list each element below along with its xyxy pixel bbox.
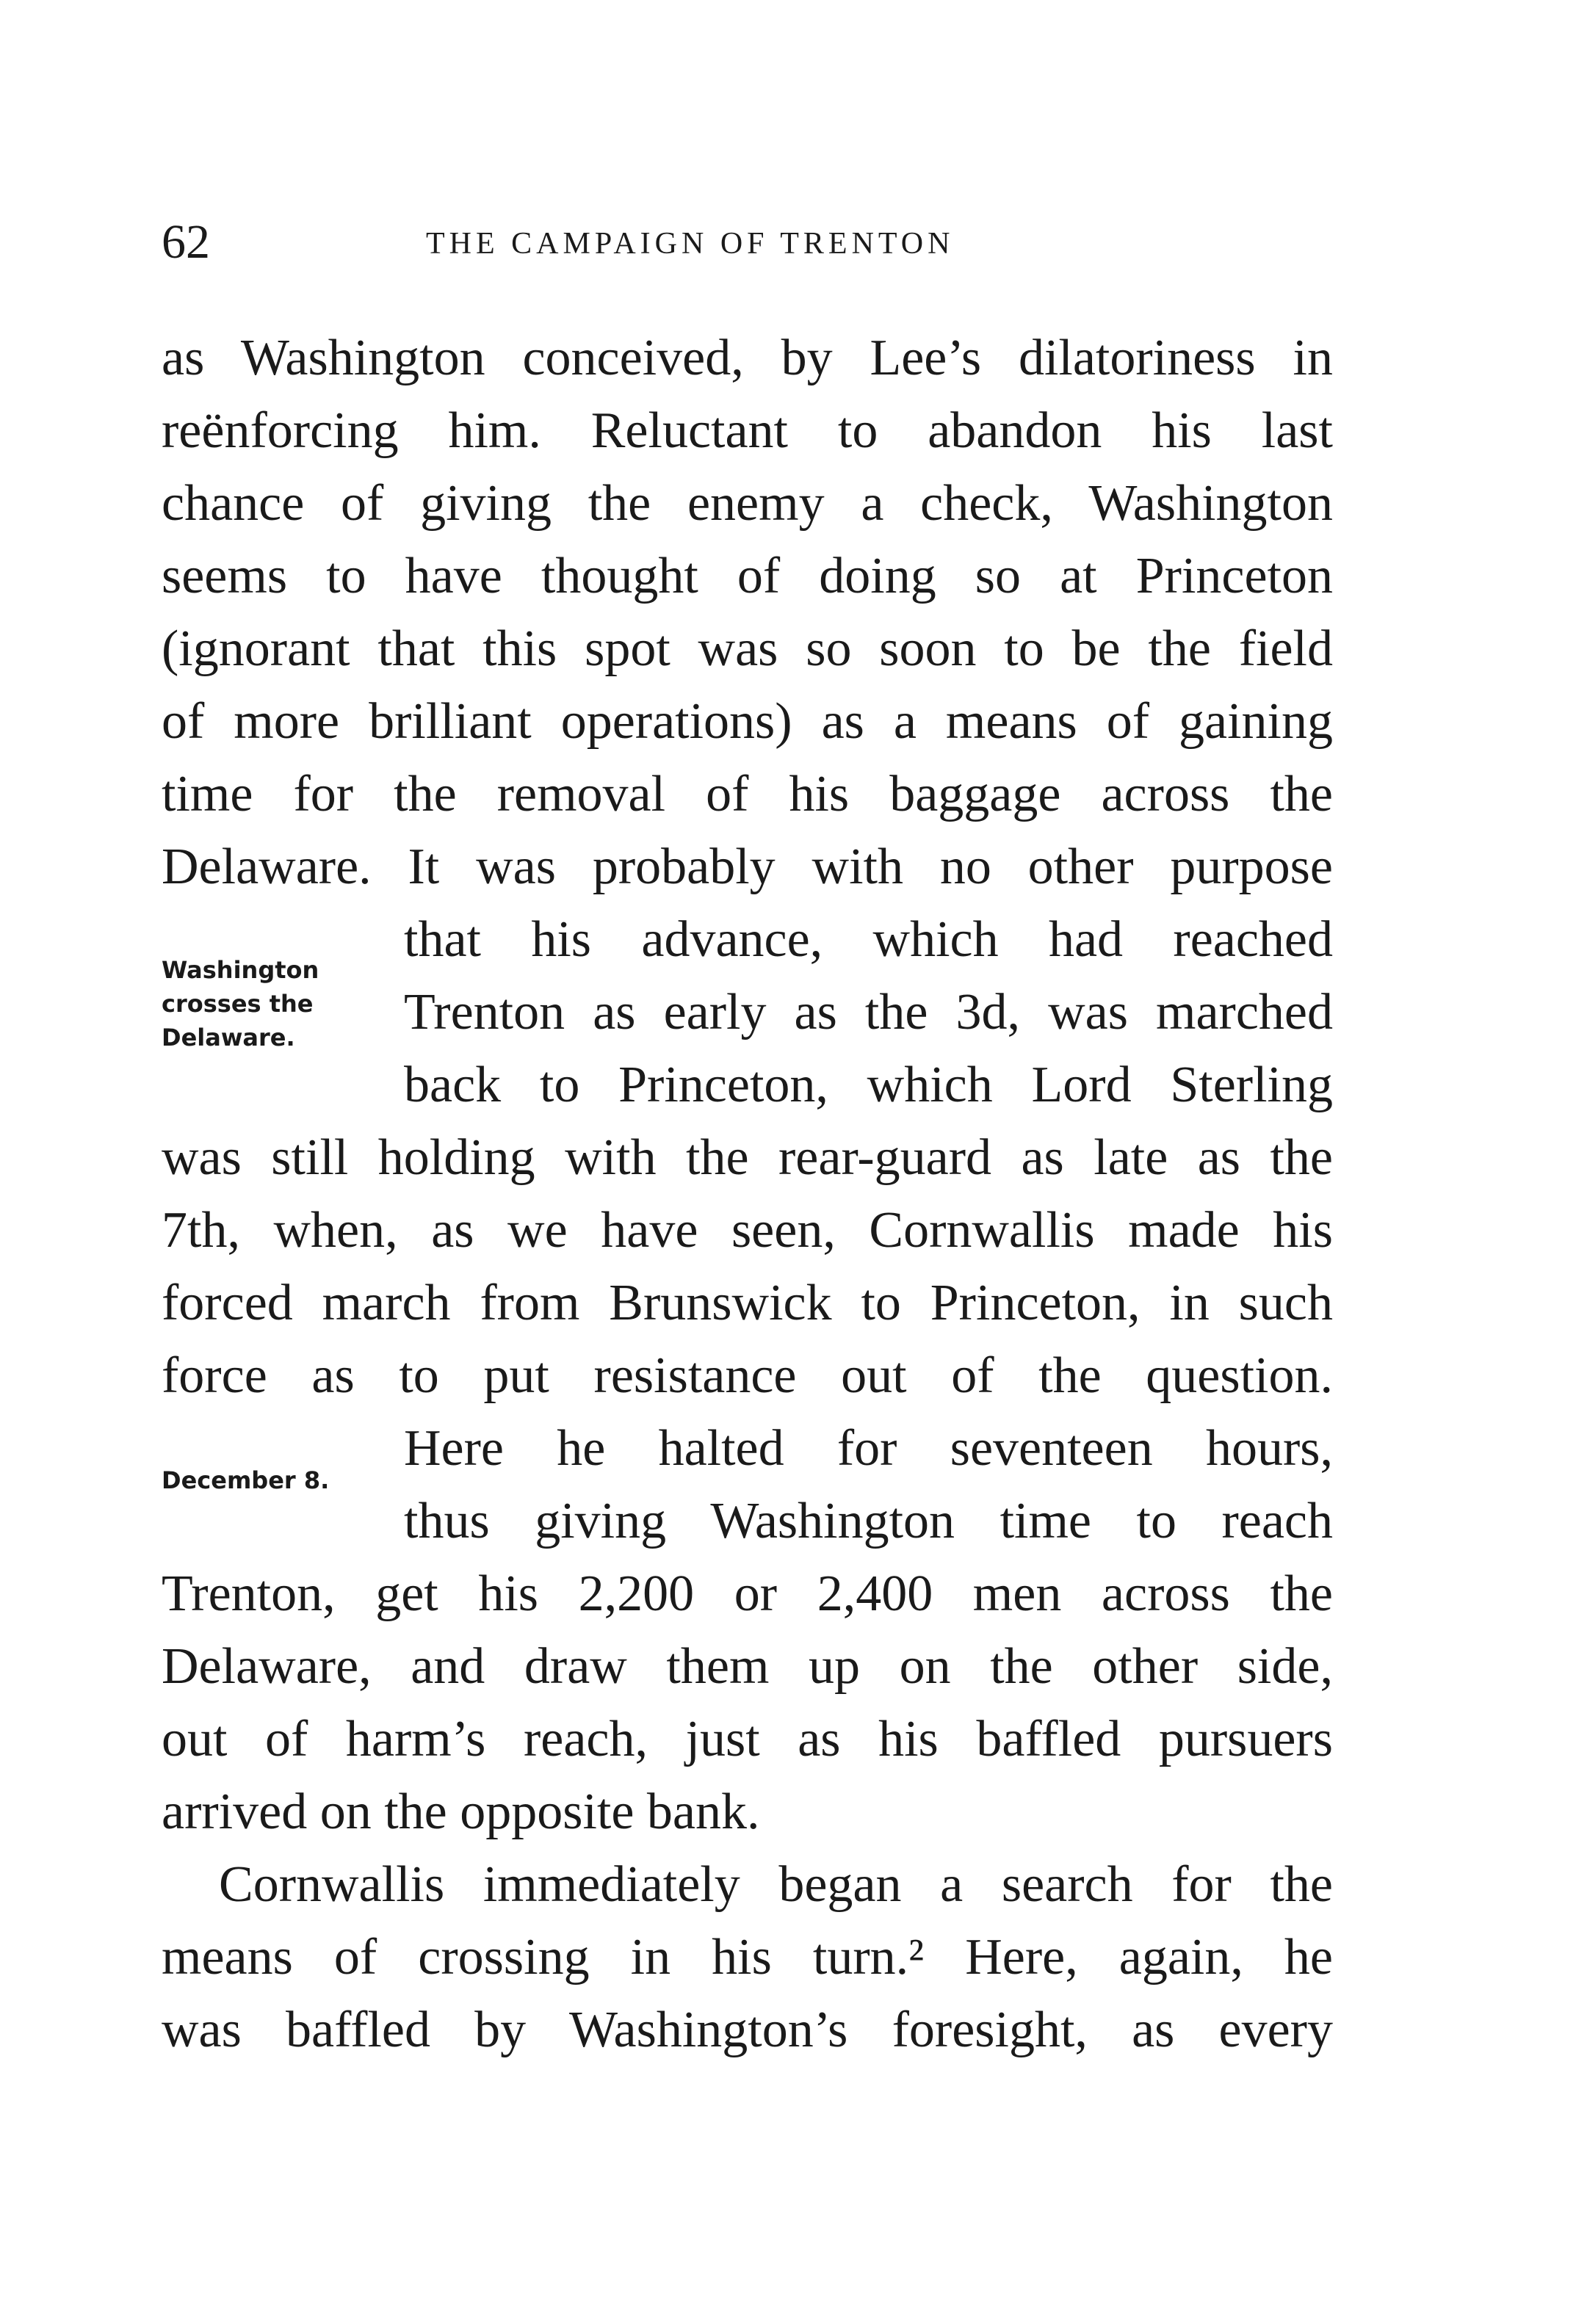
text-line: arrived on the opposite bank. xyxy=(162,1784,760,1840)
text-line: as Washington conceived, by Lee’s dilatoriness in xyxy=(162,330,1333,386)
text-line: Here he halted for seventeen hours, xyxy=(404,1420,1333,1477)
text-line: seems to have thought of doing so at Princeton xyxy=(162,548,1333,604)
page-number: 62 xyxy=(162,215,210,269)
text-line: 7th, when, as we have seen, Cornwallis made his xyxy=(162,1202,1333,1259)
sidenote-line: December 8. xyxy=(162,1466,330,1494)
text-line: reënforcing him. Reluctant to abandon his last xyxy=(162,402,1333,459)
text-line: back to Princeton, which Lord Sterling xyxy=(404,1057,1333,1113)
text-line: Trenton as early as the 3d, was marched xyxy=(404,984,1333,1040)
sidenote-line: Delaware. xyxy=(162,1024,295,1051)
text-line: means of crossing in his turn.² Here, again, he xyxy=(162,1929,1333,1985)
text-line: chance of giving the enemy a check, Washington xyxy=(162,475,1333,532)
sidenote-december-8 xyxy=(162,1463,329,1497)
text-line: Delaware, and draw them up on the other side, xyxy=(162,1638,1333,1695)
text-line: Delaware. It was probably with no other purpose xyxy=(162,839,1333,895)
sidenote-line: Washington xyxy=(162,956,319,984)
text-line: of more brilliant operations) as a means of gaining xyxy=(162,693,1333,750)
running-head xyxy=(162,213,1322,272)
sidenote-washington-crosses xyxy=(162,953,319,1054)
text-line: Cornwallis immediately began a search for the xyxy=(219,1856,1333,1913)
text-line: out of harm’s reach, just as his baffled pursuers xyxy=(162,1711,1333,1767)
text-line: thus giving Washington time to reach xyxy=(404,1493,1333,1549)
text-line: force as to put resistance out of the question. xyxy=(162,1347,1333,1404)
sidenote-line: crosses the xyxy=(162,990,314,1018)
text-line: that his advance, which had reached xyxy=(404,911,1333,968)
running-title: THE CAMPAIGN OF TRENTON xyxy=(426,227,955,261)
text-line: was baffled by Washington’s foresight, as every xyxy=(162,2002,1333,2058)
text-line: (ignorant that this spot was so soon to be the field xyxy=(162,620,1333,677)
text-line: Trenton, get his 2,200 or 2,400 men across the xyxy=(162,1565,1333,1622)
text-line: forced march from Brunswick to Princeton, in such xyxy=(162,1275,1333,1331)
text-line: time for the removal of his baggage across the xyxy=(162,766,1333,822)
text-line: was still holding with the rear-guard as late as the xyxy=(162,1129,1333,1186)
